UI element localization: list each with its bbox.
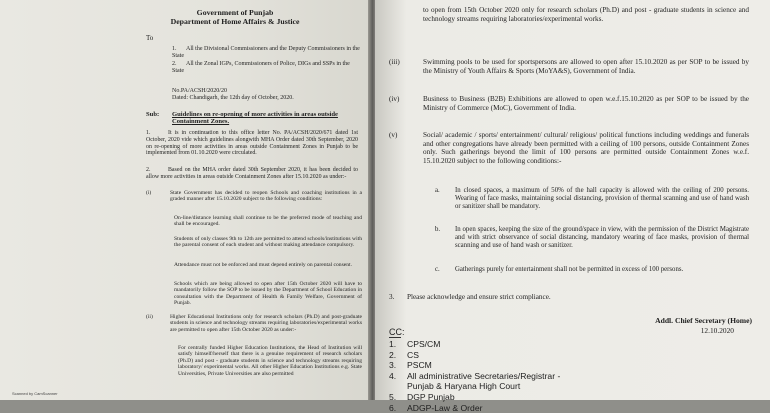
document-page-left [0, 0, 370, 400]
cc-text: CS [407, 349, 419, 360]
paragraph-3-number: 3. [389, 293, 395, 301]
reference-date: Dated: Chandigarh, the 12th day of October, 2020. [172, 95, 294, 101]
signatory-title: Addl. Chief Secretary (Home) [655, 316, 752, 325]
scanner-footer: Scanned by CamScanner [12, 391, 58, 396]
item-v-number: (v) [389, 131, 398, 139]
item-i-number: (i) [146, 190, 152, 196]
item-v-text: Social/ academic / sports/ entertainment/ cultural/ religious/ political functions including weddings and funerals and other congregations have already been permitted with a ceiling of 100 persons, outside Containment Zones only. Such gatherings beyond the limit of 100 persons are permitted outside Containment Zones w.e.f. 15.10.2020 subject to the following conditions:- [423, 131, 749, 165]
cc-item [389, 350, 560, 361]
cc-text: ADGP-Law & Order [407, 402, 483, 413]
cc-number: 3. [389, 360, 397, 371]
sub-item-c-letter: c. [435, 266, 440, 273]
to-label: To [146, 34, 154, 42]
sub-item-b-text: In open spaces, keeping the size of the ground/space in view, with the permission of the District Magistrate and with strict observance of social distancing, mandatory wearing of face masks, provision of thermal scanning and use of hand wash or sanitizer. [455, 226, 749, 250]
item-iv-text: Business to Business (B2B) Exhibitions are allowed to open w.e.f.15.10.2020 as per SOP to be issued by the Ministry of Commerce (MoC), Government of India. [423, 95, 749, 112]
continuation-text: to open from 15th October 2020 only for research scholars (Ph.D) and post - graduate students in science and technology streams requiring laboratories/experimental works. [423, 6, 749, 23]
paragraph-number: 1. [146, 130, 151, 136]
recipient-text: All the Divisional Commissioners and the Deputy Commissioners in the State [172, 46, 360, 59]
reference-number: No.PA/ACSH/2020/20 [172, 88, 227, 94]
cc-item [389, 392, 560, 403]
recipient-number: 2. [172, 61, 177, 67]
item-i-text: State Government has decided to reopen Schools and coaching institutions in a graded manner after 15.10.2020 subject to the following conditions: [170, 190, 362, 203]
recipient-number: 1. [172, 46, 177, 52]
paragraph-text: Based on the MHA order dated 30th September 2020, it has been decided to allow more activities in areas outside Containment Zones after 15.10.2020 as under:- [146, 167, 358, 180]
sub-item-b-letter: b. [435, 226, 441, 233]
item-ii-text: Higher Educational Institutions only for research scholars (Ph.D) and post-graduate students in science and technology streams requiring laboratories/experimental works are permitted to open after 15th October 2020 as under:- [170, 314, 362, 333]
recipient-text: All the Zonal IGPs, Commissioners of Police, DIGs and SSPs in the State [172, 61, 350, 74]
letter-header [112, 8, 358, 26]
item-iv-number: (iv) [389, 95, 400, 103]
sub-item-a-letter: a. [435, 187, 440, 194]
signature-date: 12.10.2020 [700, 326, 734, 335]
cc-item [389, 403, 560, 413]
cc-label: CC: [389, 327, 405, 337]
bullet-1: On-line/distance learning shall continue to be the preferred mode of teaching and shall be encouraged. [174, 215, 362, 228]
bullet-2: Students of only classes 9th to 12th are permitted to attend schools/institutions with the parental consent of each student and without making attendance compulsory. [174, 236, 362, 249]
cc-item [389, 371, 560, 382]
cc-number: 6. [389, 402, 397, 413]
bullet-3: Attendance must not be enforced and must depend entirely on parental consent. [174, 262, 353, 268]
cc-number: 4. [389, 370, 397, 381]
document-page-right [375, 0, 770, 413]
header-government: Government of Punjab [196, 8, 274, 17]
cc-text: DGP Punjab [407, 391, 455, 402]
cc-text: PSCM [407, 360, 432, 371]
bullet-4: Schools which are being allowed to open after 15th October 2020 will have to mandatorily follow the SOP to be issued by the Department of School Education in consultation with the Department of Health & Family Welfare, Government of Punjab. [174, 281, 362, 307]
sub-item-a-text: In closed spaces, a maximum of 50% of the hall capacity is allowed with the ceiling of 200 persons. Wearing of face masks, maintaining social distancing, provision of thermal scanning and use of hand wash or sanitizer shall be mandatory. [455, 187, 749, 211]
cc-text: CPS/CM [407, 339, 441, 349]
subject-text: Guidelines on re-opening of more activities in areas outside Containment Zones. [172, 111, 338, 126]
cc-item [389, 381, 560, 392]
recipient-1 [172, 46, 362, 59]
cc-number: 5. [389, 391, 397, 402]
cc-item [389, 339, 560, 350]
cc-number: 2. [389, 349, 397, 360]
cc-list [389, 339, 560, 413]
paragraph-2 [146, 167, 358, 181]
cc-underline [389, 337, 401, 338]
item-ii-number: (ii) [146, 314, 153, 320]
header-department: Department of Home Affairs & Justice [170, 17, 300, 26]
reference-block [172, 88, 294, 102]
paragraph-3-text: Please acknowledge and ensure strict compliance. [407, 293, 551, 301]
cc-text: Punjab & Haryana High Court [407, 381, 521, 392]
paragraph-1 [146, 130, 358, 157]
cc-text: All administrative Secretaries/Registrar - [407, 370, 561, 381]
item-iii-number: (iii) [389, 58, 400, 66]
recipient-2 [172, 61, 362, 74]
sub-item-c-text: Gatherings purely for entertainment shall not be permitted in excess of 100 persons. [455, 266, 684, 273]
paragraph-number: 2. [146, 167, 151, 173]
cc-number: 1. [389, 339, 397, 349]
boxed-paragraph: For centrally funded Higher Education Institutions, the Head of Institution will satisfy himself/herself that there is a genuine requirement of research scholars (Ph.D) and post - graduate students in science and technology streams requiring laboratory/ experimental works. All other Higher Education Institutions e.g. State Universities, Private Universities are also permitted [178, 345, 362, 377]
item-iii-text: Swimming pools to be used for sportspersons are allowed to open after 15.10.2020 as per SOP to be issued by the Ministry of Youth Affairs & Sports (MoYA&S), Government of India. [423, 58, 749, 75]
paragraph-text: It is in continuation to this office letter No. PA/ACSH/2020/671 dated 1st October, 2020 vide which guidelines alongwith MHA Order dated 30th September, 2020 on re-opening of more activities in areas outside Containment Zones in Punjab to be implemented from 01.10.2020 were circulated. [146, 130, 358, 157]
cc-item [389, 360, 560, 371]
subject-label: Sub: [146, 111, 160, 118]
